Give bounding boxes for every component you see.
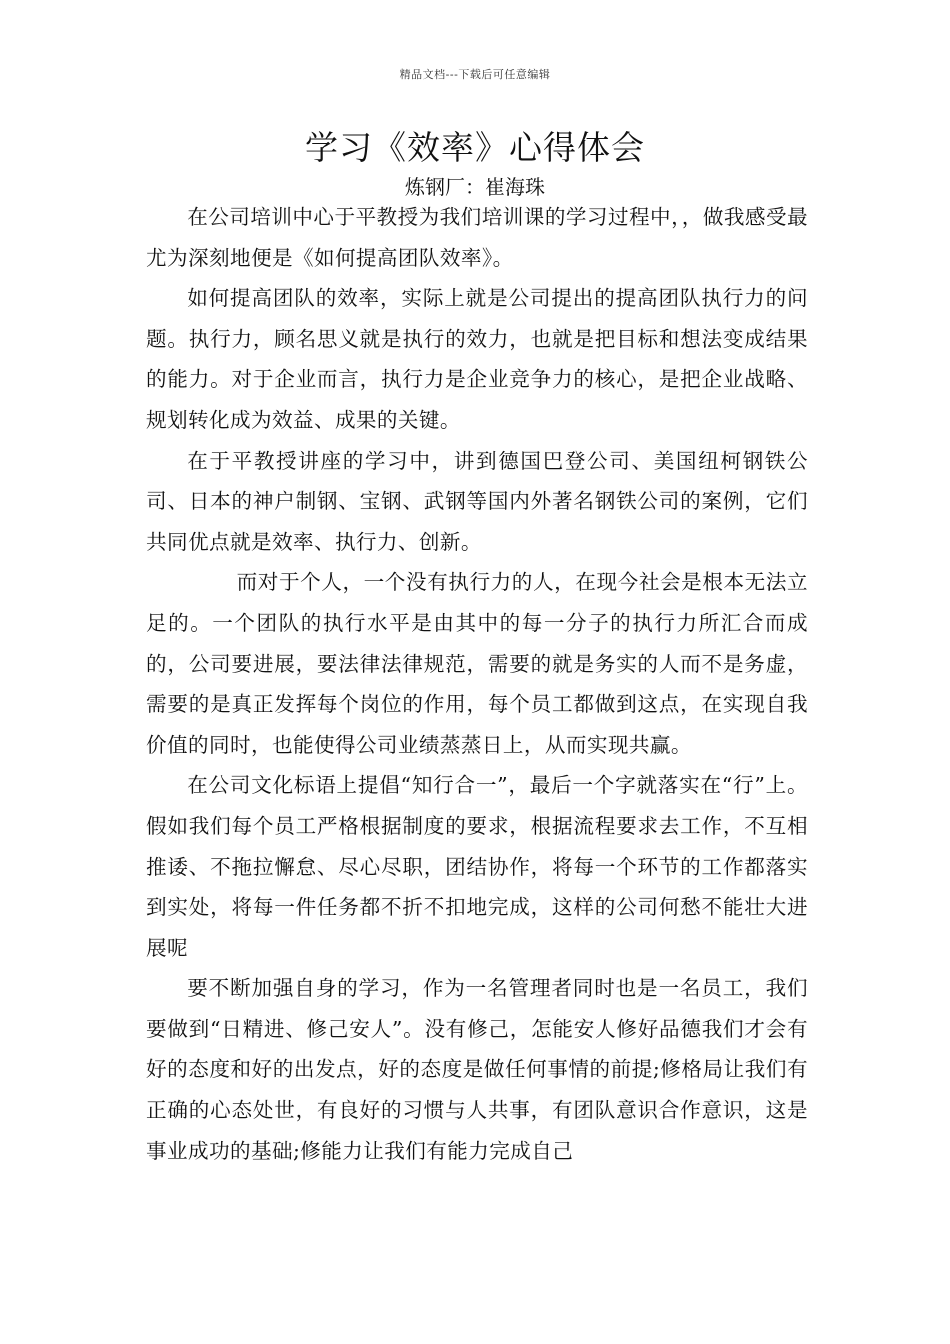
document-title: 学习《效率》心得体会 xyxy=(305,128,645,167)
author-line: 炼钢厂：崔海珠 xyxy=(405,175,545,199)
paragraph-6: 要不断加强自身的学习，作为一名管理者同时也是一名员工，我们要做到“日精进、修己安人”。没有修己，怎能安人修好品德我们才会有好的态度和好的出发点，好的态度是做任何事情的前提;修格局让我们有正确的心态处世，有良好的习惯与人共事，有团队意识合作意识，这是事业成功的基础;修能力让我们有能力完成自己 xyxy=(146,976,808,1163)
header-note: 精品文档---下载后可任意编辑 xyxy=(399,68,551,81)
paragraph-4: 而对于个人，一个没有执行力的人，在现今社会是根本无法立足的。一个团队的执行水平是由其中的每一分子的执行力所汇合而成的，公司要进展，要法律法律规范，需要的就是务实的人而不是务虚，需要的是真正发挥每个岗位的作用，每个员工都做到这点，在实现自我价值的同时，也能使得公司业绩蒸蒸日上，从而实现共赢。 xyxy=(146,570,808,757)
document-body xyxy=(146,197,808,1171)
paragraph-1: 在公司培训中心于平教授为我们培训课的学习过程中，，做我感受最尤为深刻地便是《如何提高团队效率》。 xyxy=(146,205,808,270)
paragraph-2: 如何提高团队的效率，实际上就是公司提出的提高团队执行力的问题。执行力，顾名思义就是执行的效力，也就是把目标和想法变成结果的能力。对于企业而言，执行力是企业竞争力的核心，是把企业战略、规划转化成为效益、成果的关键。 xyxy=(146,286,808,432)
paragraph-3: 在于平教授讲座的学习中，讲到德国巴登公司、美国纽柯钢铁公司、日本的神户制钢、宝钢、武钢等国内外著名钢铁公司的案例，它们共同优点就是效率、执行力、创新。 xyxy=(146,448,808,554)
paragraph-5: 在公司文化标语上提倡“知行合一”，最后一个字就落实在“行”上。假如我们每个员工严格根据制度的要求，根据流程要求去工作，不互相推诿、不拖拉懈怠、尽心尽职，团结协作，将每一个环节的工作都落实到实处，将每一件任务都不折不扣地完成，这样的公司何愁不能壮大进展呢 xyxy=(146,773,808,960)
